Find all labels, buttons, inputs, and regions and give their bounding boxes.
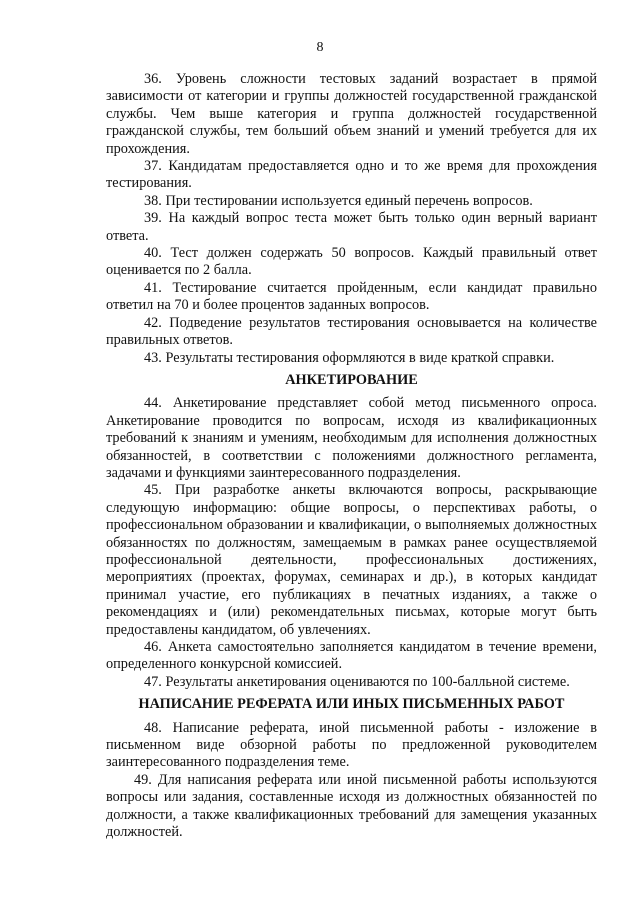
paragraph-41: 41. Тестирование считается пройденным, если кандидат правильно ответил на 70 и более процентов заданных вопросов. (106, 279, 597, 314)
paragraph-37: 37. Кандидатам предоставляется одно и то же время для прохождения тестирования. (106, 158, 597, 192)
section-questionnaire (106, 372, 597, 691)
paragraph-44: 44. Анкетирование представляет собой метод письменного опроса. Анкетирование проводится по вопросам, исходя из квалификационных требований к знаниям и умениям, необходимым для исполнения должностных обязанностей, в соответствии с положениями должностного регламента, задачами и функциями заинтересованного подразделения. (106, 395, 597, 481)
paragraph-42: 42. Подведение результатов тестирования основывается на количестве правильных ответов. (106, 314, 597, 349)
paragraph-40: 40. Тест должен содержать 50 вопросов. Каждый правильный ответ оценивается по 2 балла. (106, 245, 597, 279)
paragraph-49: 49. Для написания реферата или иной письменной работы используются вопросы или задания, составленные исходя из должностных обязанностей по должности, а также квалификационных требований для замещения указанных должностей. (106, 771, 597, 841)
document-body (106, 71, 597, 841)
section-heading-essay: НАПИСАНИЕ РЕФЕРАТА ИЛИ ИНЫХ ПИСЬМЕННЫХ РАБОТ (138, 696, 565, 713)
paragraph-39: 39. На каждый вопрос теста может быть только один верный вариант ответа. (106, 210, 597, 244)
page-number: 8 (316, 40, 324, 55)
section-heading-questionnaire: АНКЕТИРОВАНИЕ (285, 371, 418, 388)
paragraph-48: 48. Написание реферата, иной письменной работы - изложение в письменном виде обзорной работы по предложенной руководителем заинтересованного подразделения теме. (106, 719, 597, 771)
section-testing (106, 71, 597, 367)
paragraph-47: 47. Результаты анкетирования оцениваются по 100-балльной системе. (144, 673, 570, 690)
paragraph-38: 38. При тестировании используется единый перечень вопросов. (144, 192, 533, 209)
section-essay (106, 696, 597, 841)
paragraph-45: 45. При разработке анкеты включаются вопросы, раскрывающие следующую информацию: общие вопросы, о перспективах работы, о профессиональном образовании и квалификации, о выполняемых должностных обязанностях по должностям, замещаемым в рамках ранее осуществляемой профессиональной деятельности, профессиональных достижениях, мероприятиях (проектах, форумах, семинарах и др.), в которых кандидат принимал участие, его публикациях в печатных изданиях, а также о рекомендациях и (или) рекомендательных письмах, которые могут быть предоставлены кандидатом, об увлечениях. (106, 482, 597, 638)
paragraph-43: 43. Результаты тестирования оформляются в виде краткой справки. (144, 349, 555, 366)
paragraph-46: 46. Анкета самостоятельно заполняется кандидатом в течение времени, определенного конкурсной комиссией. (106, 639, 597, 673)
paragraph-36: 36. Уровень сложности тестовых заданий возрастает в прямой зависимости от категории и группы должностей государственной гражданской службы. Чем выше категория и группа должностей государственной гражданской службы, тем больший объем знаний и умений требуется для их прохождения. (106, 71, 597, 157)
